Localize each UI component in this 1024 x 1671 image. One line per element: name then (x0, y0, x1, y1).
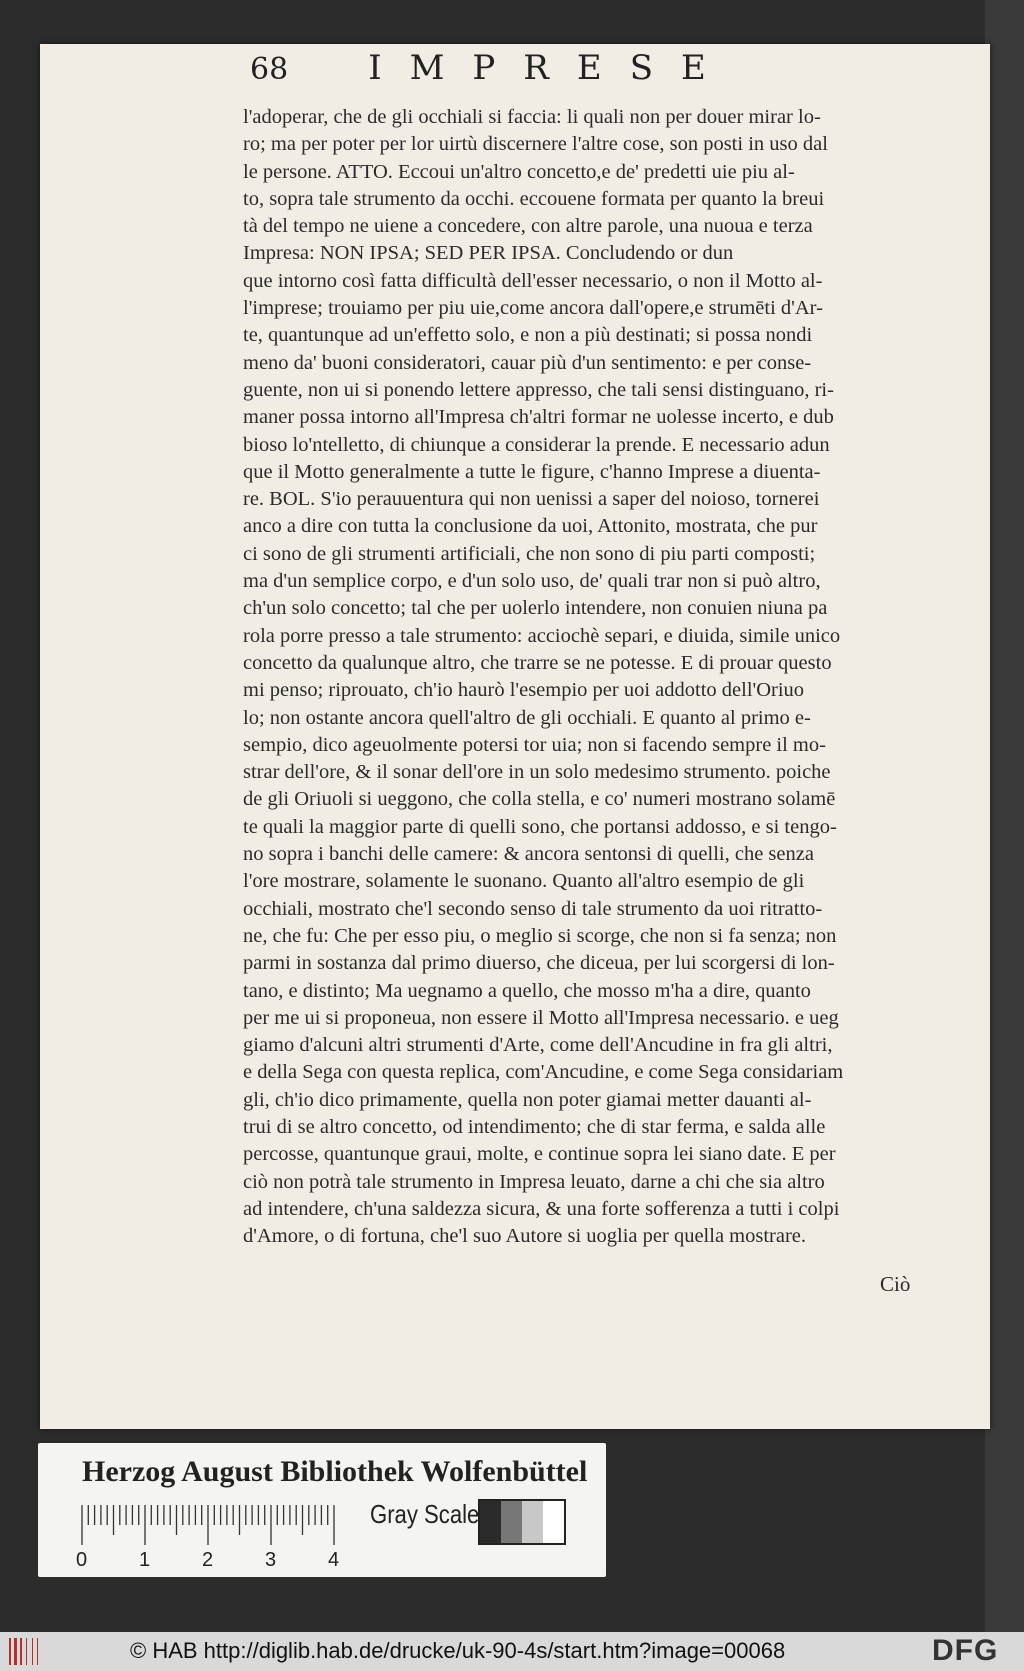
ruler-number: 1 (139, 1549, 151, 1571)
page-header (250, 48, 950, 92)
text-line: bioso lo'ntelletto, di chiunque a considerar la prende. E necessario adun (243, 433, 830, 456)
text-line: no sopra i banchi delle camere: & ancora sentonsi di quelli, che senza (243, 843, 814, 866)
ruler-numbers (72, 1549, 372, 1573)
gray-swatch (522, 1501, 543, 1543)
footer-bar (0, 1632, 1024, 1671)
ruler-number: 3 (265, 1549, 277, 1571)
text-line: ro; ma per poter per lor uirtù discernere l'altre cose, son posti in uso dal (243, 133, 828, 156)
copyright-link[interactable]: © HAB http://diglib.hab.de/drucke/uk-90-4s/start.htm?image=00068 (130, 1638, 786, 1663)
ruler-number: 4 (328, 1549, 340, 1571)
text-line: e della Sega con questa replica, com'Ancudine, e come Sega considariam (243, 1061, 844, 1084)
text-line: ch'un solo concetto; tal che per uolerlo intendere, non conuien niuna pa (243, 597, 828, 620)
text-line: ma d'un semplice corpo, e d'un solo uso, de' quali trar non si può altro, (243, 570, 821, 593)
text-line: l'ore mostrare, solamente le suonano. Quanto all'altro esempio de gli (243, 870, 805, 893)
text-line: occhiali, mostrato che'l secondo senso di tale strumento da uoi ritratto- (243, 897, 823, 920)
text-line: te quali la maggior parte di quelli sono, che portansi addosso, e si tengo- (243, 815, 837, 838)
text-line: tano, e distinto; Ma uegnamo a quello, che mosso m'ha a dire, quanto (243, 979, 811, 1002)
gray-swatch (480, 1501, 501, 1543)
text-line: percosse, quantunque graui, molte, e continue sopra lei siano date. E per (243, 1143, 836, 1166)
text-line: te, quantunque ad un'effetto solo, e non a più destinati; si possa nondi (243, 324, 813, 347)
text-line: le persone. ATTO. Eccoui un'altro concetto,e de' predetti uie piu al- (243, 160, 795, 183)
hab-barcode-icon (8, 1636, 48, 1667)
page-edge-shadow (985, 0, 1024, 1632)
gray-scale-swatches (478, 1499, 566, 1545)
gray-swatch (543, 1501, 564, 1543)
text-line: ciò non potrà tale strumento in Impresa leuato, darne a chi che sia altro (243, 1170, 825, 1193)
text-line: d'Amore, o di fortuna, che'l suo Autore si uoglia per quella mostrare. (243, 1225, 807, 1248)
text-line: concetto da qualunque altro, che trarre se ne potesse. E di prouar questo (243, 651, 832, 674)
text-line: lo; non ostante ancora quell'altro de gli occhiali. E quanto al primo e- (243, 706, 811, 729)
gray-scale-label: Gray Scale (370, 1499, 480, 1529)
library-name: Herzog August Bibliothek Wolfenbüttel (82, 1455, 588, 1488)
ruler-number: 2 (202, 1549, 214, 1571)
text-line: parmi in sostanza dal primo diuerso, che diceua, per lui scorgersi di lon- (243, 952, 835, 975)
text-line: ci sono de gli strumenti artificiali, che non sono di piu parti composti; (243, 542, 816, 565)
running-head: IMPRESE (368, 48, 734, 88)
text-line: l'imprese; trouiamo per piu uie,come ancora dall'opere,e strumēti d'Ar- (243, 297, 823, 320)
ruler-number: 0 (76, 1549, 88, 1571)
text-line: ad intendere, ch'una saldezza sicura, & una forte sofferenza a tutti i colpi (243, 1197, 840, 1220)
text-line: de gli Oriuoli si ueggono, che colla stella, e co' numeri mostrano solamē (243, 788, 836, 811)
text-line: Impresa: NON IPSA; SED PER IPSA. Concludendo or dun (243, 242, 734, 265)
catchword: Ciò (880, 1272, 911, 1296)
text-line: que intorno così fatta difficultà dell'esser necessario, o non il Motto al- (243, 269, 823, 292)
gray-swatch (501, 1501, 522, 1543)
text-line: per me ui si proponeua, non essere il Motto all'Impresa necessario. e ueg (243, 1006, 839, 1029)
text-line: trui di se altro concetto, od intendimento; che di star ferma, e salda alle (243, 1115, 826, 1138)
text-line: sempio, dico ageuolmente potersi tor uia; non si facendo sempre il mo- (243, 733, 826, 756)
text-line: mi penso; riprouato, ch'io haurò l'esempio per uoi addotto dell'Oriuo (243, 679, 805, 702)
page-body-text (243, 104, 943, 1250)
text-line: ne, che fu: Che per esso piu, o meglio si scorge, che non si fa senza; non (243, 924, 837, 947)
text-line: l'adoperar, che de gli occhiali si faccia: li quali non per douer mirar lo- (243, 106, 821, 128)
page-number: 68 (250, 52, 289, 87)
text-line: gli, ch'io dico primamente, quella non poter giamai metter dauanti al- (243, 1088, 812, 1111)
text-line: guente, non ui si ponendo lettere appresso, che tali sensi distinguano, ri- (243, 378, 834, 401)
text-line: tà del tempo ne uiene a concedere, con altre parole, una nuoua e terza (243, 215, 813, 238)
color-scale-card (38, 1443, 606, 1577)
text-line: maner possa intorno all'Impresa ch'altri formar ne uolesse incerto, e dub (243, 406, 834, 429)
text-line: strar dell'ore, & il sonar dell'ore in un solo medesimo strumento. poiche (243, 761, 831, 784)
text-line: giamo d'alcuni altri strumenti d'Arte, come dell'Ancudine in fra gli altri, (243, 1034, 833, 1057)
dfg-logo: DFG (932, 1634, 999, 1667)
text-line: anco a dire con tutta la conclusione da uoi, Attonito, mostrata, che pur (243, 515, 818, 538)
text-line: que il Motto generalmente a tutte le figure, c'hanno Imprese a diuenta- (243, 460, 821, 483)
text-line: rola porre presso a tale strumento: acciochè separi, e diuida, simile unico (243, 624, 841, 647)
text-line: meno da' buoni consideratori, cauar più d'un sentimento: e per conse- (243, 351, 812, 374)
ruler-icon (78, 1505, 368, 1545)
text-line: to, sopra tale strumento da occhi. eccouene formata per quanto la breui (243, 187, 825, 210)
text-line: re. BOL. S'io perauuentura qui non uenissi a saper del noioso, tornerei (243, 488, 820, 511)
